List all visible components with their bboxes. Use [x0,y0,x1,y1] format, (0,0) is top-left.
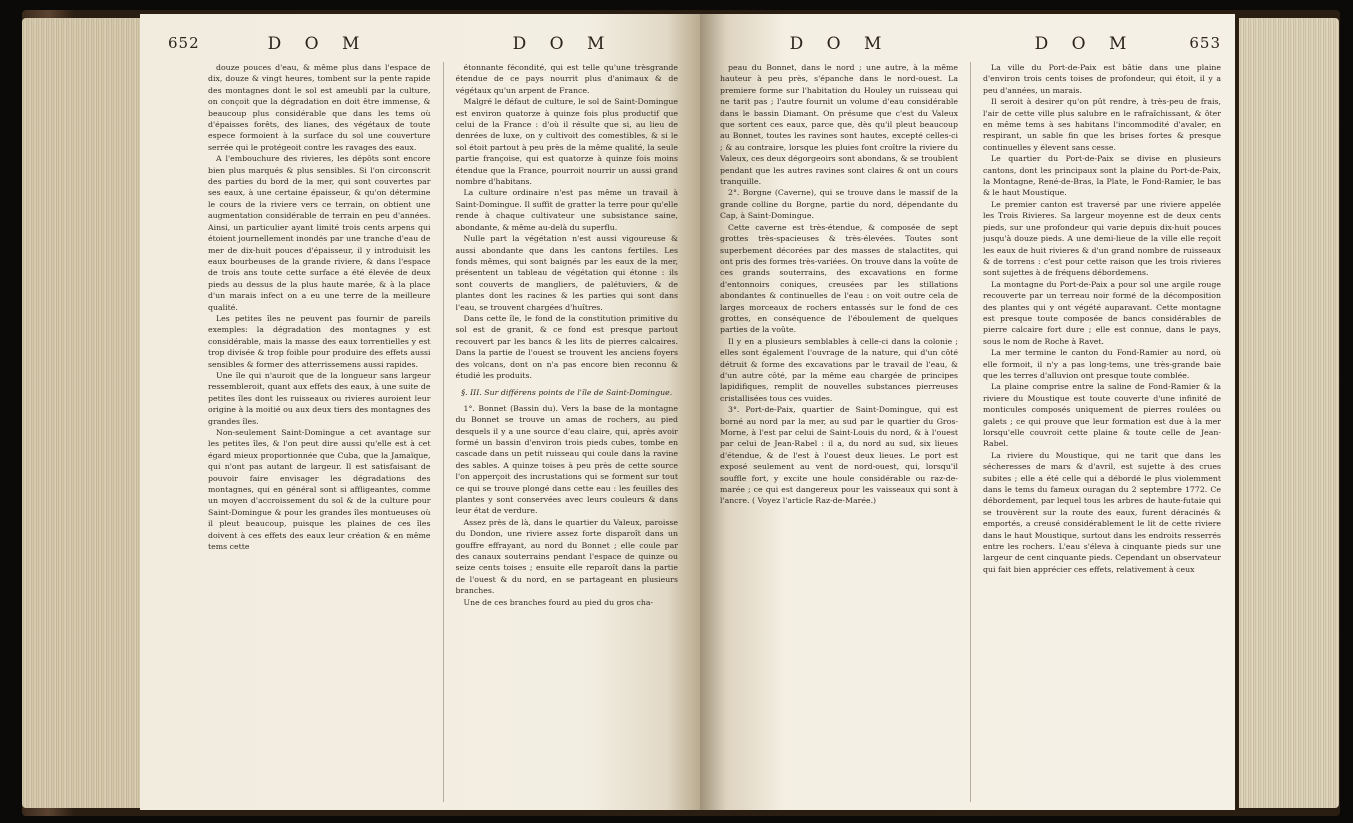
paragraph: 3°. Port-de-Paix, quartier de Saint-Domingue, qui est borné au nord par la mer, au sud par le quartier du Gros-Morne, à l'est par celui de Saint-Louis du nord, & à l'ouest par celui de Jean-Rabel : il a, du nord au sud, six lieues d'étendue, & de l'est à l'ouest deux lieues. Le port est exposé seulement au vent de nord-ouest, qui, lorsqu'il souffle fort, y excite une houle considérable ou raz-de-marée ; ce qui est dangereux pour les vaisseaux qui sont à l'ancre. ( Voyez l'article Raz-de-Marée.) [720,405,958,506]
paragraph: 1°. Bonnet (Bassin du). Vers la base de la montagne du Bonnet se trouve un amas de rochers, au pied desquels il y a une source d'eau claire, qui, après avoir formé un bassin d'environ trois pieds cubes, tombe en cascade dans un petit ruisseau qui coule dans la ravine des sables. A quinze toises à peu près de cette source l'on apperçoit des incrustations qui se forment sur tout ce qui se trouve plongé dans cette eau : les feuilles des plantes y sont conservées avec leurs couleurs & dans leur état de verdure. [455,403,678,516]
paragraph: A l'embouchure des rivieres, les dépôts sont encore bien plus marqués & plus sensibles. Si l'on circonscrit des parties du bord de la mer, qui sont couvertes par ses eaux, à une certaine épaisseur, & qu'on détermine le cours de la riviere vers ce terrain, on obtient une augmentation considérable de terrain en peu d'années. Ainsi, un particulier ayant limité trois cents arpens qui étoient journellement inondés par une tranche d'eau de mer de dix-huit pouces d'épaisseur, il y introduisit les eaux bourbeuses de la grande riviere, & dans l'espace de trois ans toute cette surface a été élevée de deux pieds au dessus de la plus haute marée, & à la place d'un marais infect on a eu une terre de la meilleure qualité. [208,154,431,312]
page-number: 653 [1189,34,1221,52]
paragraph: 2°. Borgne (Caverne), qui se trouve dans le massif de la grande colline du Borgne, partie du nord, dépendante du Cap, à Saint-Domingue. [720,188,958,221]
paragraph: Cette caverne est très-étendue, & composée de sept grottes très-spacieuses & très-élevées. Toutes sont superbement décorées par des masses de stalactites, qui ont pris des formes très-variées. On trouve dans la voûte de ces grands souterrains, des excavations en forme d'entonnoirs coniques, creusées par les stillations abondantes & continuelles de l'eau : on voit outre cela de larges morceaux de rochers entassés sur le fond de ces grottes, en conséquence de l'éboulement de quelques parties de la voûte. [720,222,958,335]
paragraph: Le quartier du Port-de-Paix se divise en plusieurs cantons, dont les principaux sont la plaine du Port-de-Paix, la Montagne, René-de-Bras, la Plate, le Fond-Ramier, le bas & le haut Moustique. [983,154,1221,198]
paragraph: Dans cette île, le fond de la constitution primitive du sol est de granit, & ce fond est presque partout recouvert par les bancs & les lits de pierres calcaires. Dans la partie de l'ouest se trouvent les anciens foyers des volcans, dont on n'a pas encore bien reconnu & étudié les produits. [455,313,678,380]
right-page [700,14,1235,810]
page-edges-left [22,18,140,808]
text-column-2 [983,62,1221,802]
section-heading: §. III. Sur différens points de l'île de Saint-Domingue. [461,388,673,398]
running-head-left [168,32,678,62]
paragraph: étonnante fécondité, qui est telle qu'une trèsgrande étendue de ce pays nourrit plus d'animaux & de végétaux qu'un arpent de France. [455,63,678,95]
paragraph: La mer termine le canton du Fond-Ramier au nord, où elle formoit, il n'y a pas long-tems, une très-grande baie que les terres d'alluvion ont presque toute comblée. [983,348,1221,380]
text-columns [208,62,678,802]
left-page [140,14,700,810]
paragraph: La plaine comprise entre la saline de Fond-Ramier & la riviere du Moustique est toute couverte d'une infinité de monticules composés uniquement de pierres roulées ou galets ; ce qui prouve que leur formation est due à la mer lorsqu'elle couvroit cette plaine & toute celle de Jean-Rabel. [983,382,1221,449]
paragraph: La culture ordinaire n'est pas même un travail à Saint-Domingue. Il suffit de gratter la terre pour qu'elle rende à chaque cultivateur une subsistance saine, abondante, & même au-delà du superflu. [455,188,678,232]
column-rule [443,62,444,802]
paragraph: peau du Bonnet, dans le nord ; une autre, à la même hauteur à peu près, s'épanche dans le nord-ouest. La premiere forme sur l'habitation du Houley un ruisseau qui ne tarit pas ; l'autre fournit un volume d'eau considérable dans le bassin Diamant. On présume que c'est du Valeux que sortent ces eaux, parce que, dès qu'il pleut beaucoup au Bonnet, toutes les ravines sont hautes, excepté celles-ci ; & au contraire, lorsque les pluies font croître la riviere du Valeux, ces deux dégorgeoirs sont abondans, & se troublent pendant que les autres ravines sont claires & ont un cours tranquille. [720,63,958,187]
paragraph: Les petites îles ne peuvent pas fournir de pareils exemples: la dégradation des montagnes y est considérable, mais la masse des eaux torrentielles y est trop divisée & trop foible pour produire des effets aussi sensibles & former des atterrissemens aussi rapides. [208,313,431,369]
page-number: 652 [168,34,200,52]
paragraph: Une de ces branches fourd au pied du gros cha- [463,597,654,607]
text-column-2 [456,62,679,802]
column-head: D O M [267,34,369,54]
running-head-right [720,32,1221,62]
text-columns [720,62,1221,802]
text-column-1 [720,62,958,802]
paragraph: Le premier canton est traversé par une riviere appelée les Trois Rivieres. Sa largeur moyenne est de deux cents pieds, sur une profondeur qui varie depuis dix-huit pouces jusqu'à douze pieds. A une demi-lieue de la ville elle reçoit les eaux de huit rivieres & d'un grand nombre de ruisseaux & de torrens : c'est pour cette raison que les trois rivieres sont sujettes à de fréquens débordemens. [983,199,1221,278]
text-column-1 [208,62,431,802]
paragraph: Non-seulement Saint-Domingue a cet avantage sur les petites îles, & l'on peut dire aussi qu'elle est à cet égard mieux proportionnée que Cuba, que la Jamaïque, qui n'ont pas autant de largeur. Il est satisfaisant de pouvoir faire envisager les dégradations des montagnes, qui en général sont si affligeantes, comme un moyen d'accroissement du sol & de la culture pour Saint-Domingue & pour les grandes îles montueuses où il pleut beaucoup, puisque les plaines de ces îles doivent à ces effets des eaux leur création & en même tems cette [208,428,431,552]
column-rule [970,62,971,802]
paragraph: Il y en a plusieurs semblables à celle-ci dans la colonie ; elles sont également l'ouvrage de la nature, qui d'un côté détruit & forme des excavations par le travail de l'eau, & d'un autre côté, par la même eau chargée de principes lapidifiques, remplit de nouvelles substances pierreuses cristallisées tous ces vuides. [720,336,958,403]
page-edges-right [1239,18,1339,808]
paragraph: La montagne du Port-de-Paix a pour sol une argile rouge recouverte par un terreau noir formé de la décomposition des plantes qui y ont végété auparavant. Cette montagne est presque toute composée de bancs considérables de pierre calcaire fort dure ; elle est connue, dans le pays, sous le nom de Roche à Ravet. [983,279,1221,346]
paragraph: douze pouces d'eau, & même plus dans l'espace de dix, douze & vingt heures, tombent sur la pente rapide des montagnes dont le sol est ameubli par la culture, on conçoit que la dégradation en doit être immense, & beaucoup plus considérable que dans les tems où d'épaisses forêts, des lianes, des végétaux de toute espece formoient à la surface du sol une couverture serrée qui le protégeoit contre les ravages des eaux. [208,63,431,152]
paragraph: La ville du Port-de-Paix est bâtie dans une plaine d'environ trois cents toises de profondeur, qui étoit, il y a peu d'années, un marais. [983,63,1221,95]
column-head: D O M [789,34,891,54]
paragraph: Il seroit à desirer qu'on pût rendre, à très-peu de frais, l'air de cette ville plus salubre en le rafraîchissant, & ôter en même tems à ses habitans l'incommodité d'avaler, en respirant, un sable fin que les brises fortes & presque continuelles y élevent sans cesse. [983,97,1221,152]
paragraph: Malgré le défaut de culture, le sol de Saint-Domingue est environ quatorze à quinze fois plus productif que celui de la France : d'où il résulte que si, au lieu de denrées de luxe, on y cultivoit des comestibles, & si le sol étoit partout à peu près de la même qualité, la seule partie françoise, qui est quatorze à quinze fois moins étendue que la France, pourroit nourrir un aussi grand nombre d'habitans. [455,97,678,187]
paragraph: Nulle part la végétation n'est aussi vigoureuse & aussi abondante que dans les cantons fertiles. Les fonds mêmes, qui sont baignés par les eaux de la mer, présentent un tableau de végétation qui étonne : ils sont couverts de mangliers, de palétuviers, & de plantes dont les racines & les parties qui sont dans l'eau, se trouvent chargées d'huîtres. [455,234,678,312]
paragraph: Assez près de là, dans le quartier du Valeux, paroisse du Dondon, une riviere assez forte disparoît dans un gouffre effrayant, au nord du Bonnet ; elle coule par des canaux souterrains pendant l'espace de quinze ou seize cents toises ; ensuite elle reparoît dans la partie de l'ouest & du nord, en se partageant en plusieurs branches. [455,517,678,596]
column-head: D O M [1034,34,1136,54]
column-head: D O M [512,34,614,54]
paragraph: Une île qui n'auroit que de la longueur sans largeur ressembleroit, quant aux effets des eaux, à une suite de petites îles dont les ruisseaux ou rivieres auroient leur origine à la moitié ou aux deux tiers des montagnes des grandes îles. [208,370,431,426]
paragraph: La riviere du Moustique, qui ne tarit que dans les sécheresses de mars & d'avril, est sujette à des crues subites ; elle a été celle qui a débordé le plus violemment dans le tems du fameux ouragan du 2 septembre 1772. Ce débordement, par lequel tous les arbres de haute-futaie qui se trouvèrent sur la route des eaux, furent déracinés & emportés, a creusé considérablement le lit de cette riviere dans le haut Moustique, surtout dans les endroits resserrés entre les rochers. L'eau s'éleva à cinquante pieds sur une largeur de cent cinquante pieds. Cependant un observateur qui fait bien apprécier ces effets, relativement à ceux [983,450,1221,574]
